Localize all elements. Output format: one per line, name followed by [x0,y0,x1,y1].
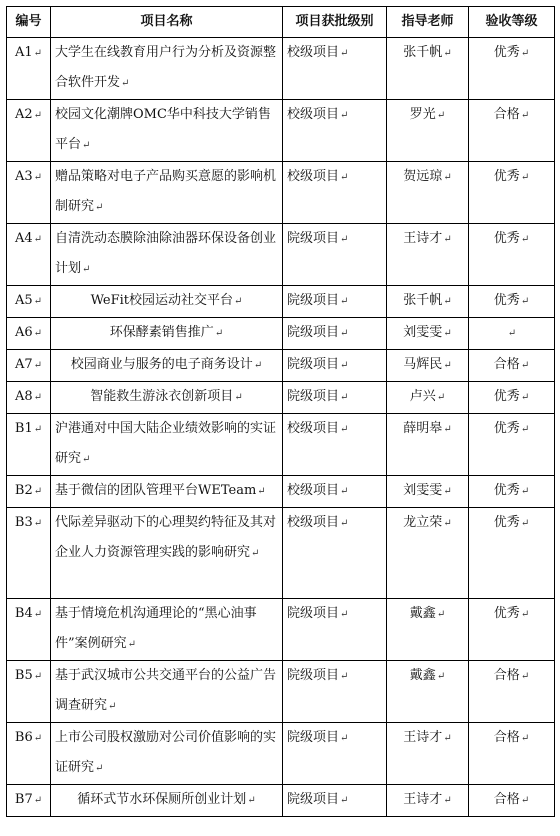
cell-id [7,100,51,162]
table-row [7,599,555,661]
cell-approval-level [283,661,387,723]
paragraph-mark-icon: ↵ [214,328,224,339]
paragraph-mark-icon: ↵ [340,518,349,529]
table-row [7,318,555,350]
cell-acceptance-result-text: 优秀 [493,483,520,498]
paragraph-mark-icon: ↵ [33,486,43,497]
cell-advisor-text: 戴鑫 [409,668,436,683]
paragraph-mark-icon: ↵ [95,763,104,774]
table-row [7,100,555,162]
header-result: 验收等级 [469,7,555,38]
paragraph-mark-icon: ↵ [82,454,91,465]
paragraph-mark-icon: ↵ [108,701,117,712]
cell-acceptance-result-text: 优秀 [493,515,520,530]
cell-approval-level-text: 院级项目 [287,792,340,807]
cell-advisor-text: 戴鑫 [409,606,436,621]
cell-project-name-text: 智能救生游泳衣创新项目 [90,389,234,404]
paragraph-mark-icon: ↵ [436,110,446,121]
cell-project-name [51,162,283,224]
cell-project-name-text: 循环式节水环保厕所创业计划 [77,792,247,807]
cell-approval-level-text: 院级项目 [287,231,340,246]
cell-project-name-text: 上市公司股权激励对公司价值影响的实证研究 [55,730,277,775]
cell-approval-level-text: 校级项目 [287,169,340,184]
cell-id-text: B1 [14,421,33,436]
cell-advisor-text: 王诗才 [403,792,443,807]
cell-approval-level [283,100,387,162]
header-advisor: 指导老师 [387,7,469,38]
paragraph-mark-icon: ↵ [340,486,349,497]
paragraph-mark-icon: ↵ [234,296,243,307]
paragraph-mark-icon: ↵ [443,234,452,245]
cell-id-text: B2 [14,483,33,498]
cell-acceptance-result [469,350,555,382]
cell-project-name-text: 代际差异驱动下的心理契约特征及其对企业人力资源管理实践的影响研究 [55,515,277,560]
cell-advisor-text: 卢兴 [409,389,436,404]
cell-project-name [51,785,283,817]
cell-acceptance-result [469,785,555,817]
cell-acceptance-result-text: 优秀 [493,45,520,60]
paragraph-mark-icon: ↵ [340,392,349,403]
paragraph-mark-icon: ↵ [520,392,530,403]
paragraph-mark-icon: ↵ [520,360,530,371]
cell-project-name [51,100,283,162]
cell-advisor [387,100,469,162]
header-name: 项目名称 [51,7,283,38]
paragraph-mark-icon: ↵ [443,296,452,307]
cell-id-text: B6 [14,730,33,745]
cell-approval-level-text: 校级项目 [287,483,340,498]
cell-approval-level [283,38,387,100]
project-table [6,6,555,817]
table-row [7,723,555,785]
cell-advisor [387,785,469,817]
cell-advisor [387,661,469,723]
paragraph-mark-icon: ↵ [33,518,43,529]
paragraph-mark-icon: ↵ [443,360,452,371]
cell-approval-level [283,508,387,599]
cell-id-text: A7 [14,357,33,372]
cell-project-name-text: 大学生在线教育用户行为分析及资源整合软件开发 [55,45,277,90]
paragraph-mark-icon: ↵ [340,110,349,121]
cell-id-text: B3 [14,515,33,530]
cell-project-name-text: 基于微信的团队管理平台WETeam [55,483,257,498]
paragraph-mark-icon: ↵ [443,795,452,806]
paragraph-mark-icon: ↵ [520,424,530,435]
paragraph-mark-icon: ↵ [520,48,530,59]
table-row [7,162,555,224]
paragraph-mark-icon: ↵ [520,110,530,121]
cell-approval-level-text: 院级项目 [287,293,340,308]
cell-approval-level [283,318,387,350]
paragraph-mark-icon: ↵ [247,795,256,806]
cell-project-name [51,382,283,414]
cell-advisor-text: 刘雯雯 [403,483,443,498]
cell-advisor [387,350,469,382]
cell-approval-level [283,350,387,382]
paragraph-mark-icon: ↵ [234,392,243,403]
paragraph-mark-icon: ↵ [95,202,104,213]
cell-advisor-text: 龙立荣 [403,515,443,530]
table-row [7,785,555,817]
cell-acceptance-result-text: 优秀 [493,231,520,246]
cell-approval-level [283,785,387,817]
cell-id [7,286,51,318]
cell-advisor [387,286,469,318]
paragraph-mark-icon: ↵ [520,234,530,245]
cell-advisor-text: 张千帆 [403,45,443,60]
paragraph-mark-icon: ↵ [520,486,530,497]
paragraph-mark-icon: ↵ [443,486,452,497]
header-row [7,7,555,38]
cell-approval-level [283,476,387,508]
cell-approval-level [283,224,387,286]
cell-id [7,38,51,100]
cell-project-name [51,476,283,508]
cell-approval-level [283,162,387,224]
paragraph-mark-icon: ↵ [127,639,137,650]
paragraph-mark-icon: ↵ [33,296,43,307]
paragraph-mark-icon: ↵ [436,609,446,620]
cell-id [7,599,51,661]
cell-advisor [387,162,469,224]
cell-id [7,661,51,723]
cell-acceptance-result [469,414,555,476]
cell-approval-level-text: 院级项目 [287,357,340,372]
paragraph-mark-icon: ↵ [443,424,452,435]
paragraph-mark-icon: ↵ [340,172,349,183]
cell-project-name [51,286,283,318]
cell-id [7,723,51,785]
cell-advisor [387,224,469,286]
cell-project-name-text: 自清洗动态膜除油除油器环保设备创业计划 [55,231,277,276]
cell-project-name-text: 基于情境危机沟通理论的“黑心油事件”案例研究 [55,606,257,651]
paragraph-mark-icon: ↵ [33,172,43,183]
cell-approval-level-text: 院级项目 [287,730,340,745]
cell-project-name-text: 赠品策略对电子产品购买意愿的影响机制研究 [55,169,277,214]
cell-approval-level-text: 院级项目 [287,668,340,683]
cell-id [7,224,51,286]
cell-project-name [51,599,283,661]
table-row [7,661,555,723]
paragraph-mark-icon: ↵ [520,296,530,307]
paragraph-mark-icon: ↵ [340,296,349,307]
cell-acceptance-result-text: 优秀 [493,389,520,404]
cell-project-name-text: 校园商业与服务的电子商务设计 [70,357,253,372]
cell-advisor-text: 王诗才 [403,730,443,745]
paragraph-mark-icon: ↵ [340,609,349,620]
cell-advisor-text: 张千帆 [403,293,443,308]
table-row [7,38,555,100]
paragraph-mark-icon: ↵ [340,671,349,682]
cell-acceptance-result-text: 优秀 [493,169,520,184]
paragraph-mark-icon: ↵ [340,234,349,245]
cell-id [7,508,51,599]
cell-acceptance-result-text: 优秀 [493,421,520,436]
paragraph-mark-icon: ↵ [33,360,43,371]
paragraph-mark-icon: ↵ [251,548,260,559]
cell-id-text: A8 [14,389,33,404]
table-row [7,286,555,318]
paragraph-mark-icon: ↵ [253,360,263,371]
cell-id-text: A3 [14,169,33,184]
cell-project-name-text: 基于武汉城市公共交通平台的公益广告调查研究 [55,668,277,713]
cell-id-text: A6 [14,325,33,340]
paragraph-mark-icon: ↵ [121,78,130,89]
table-row [7,382,555,414]
cell-acceptance-result [469,476,555,508]
cell-id [7,382,51,414]
paragraph-mark-icon: ↵ [33,795,43,806]
cell-acceptance-result-text: 合格 [493,792,520,807]
cell-advisor [387,38,469,100]
cell-approval-level-text: 院级项目 [287,606,340,621]
table-row [7,224,555,286]
cell-advisor-text: 罗光 [409,107,436,122]
table-row [7,508,555,599]
cell-id [7,785,51,817]
paragraph-mark-icon: ↵ [33,392,43,403]
table-header [7,7,555,38]
paragraph-mark-icon: ↵ [436,671,446,682]
cell-id [7,162,51,224]
cell-id [7,414,51,476]
cell-acceptance-result [469,723,555,785]
cell-approval-level-text: 院级项目 [287,389,340,404]
cell-project-name [51,38,283,100]
cell-advisor-text: 薛明皋 [403,421,443,436]
paragraph-mark-icon: ↵ [33,424,43,435]
cell-advisor [387,599,469,661]
cell-acceptance-result [469,318,555,350]
cell-id [7,318,51,350]
paragraph-mark-icon: ↵ [443,518,452,529]
cell-id [7,350,51,382]
cell-advisor-text: 王诗才 [403,231,443,246]
paragraph-mark-icon: ↵ [33,110,43,121]
cell-id-text: B7 [14,792,33,807]
cell-project-name-text: 环保酵素销售推广 [109,325,214,340]
paragraph-mark-icon: ↵ [443,48,452,59]
paragraph-mark-icon: ↵ [257,486,266,497]
paragraph-mark-icon: ↵ [436,392,446,403]
table-row [7,414,555,476]
cell-acceptance-result [469,224,555,286]
paragraph-mark-icon: ↵ [33,733,43,744]
cell-approval-level [283,286,387,318]
cell-acceptance-result-text: 合格 [493,730,520,745]
cell-acceptance-result-text: 合格 [493,357,520,372]
cell-id-text: A2 [14,107,33,122]
cell-approval-level [283,723,387,785]
paragraph-mark-icon: ↵ [443,172,452,183]
paragraph-mark-icon: ↵ [507,328,517,339]
cell-acceptance-result [469,382,555,414]
cell-acceptance-result-text: 优秀 [493,606,520,621]
cell-project-name-text: 校园文化潮牌OMC华中科技大学销售平台 [55,107,271,152]
cell-project-name [51,723,283,785]
paragraph-mark-icon: ↵ [520,518,530,529]
paragraph-mark-icon: ↵ [520,671,530,682]
paragraph-mark-icon: ↵ [443,733,452,744]
cell-acceptance-result [469,100,555,162]
cell-approval-level [283,382,387,414]
cell-approval-level-text: 校级项目 [287,515,340,530]
paragraph-mark-icon: ↵ [340,328,349,339]
paragraph-mark-icon: ↵ [340,733,349,744]
cell-acceptance-result [469,661,555,723]
cell-acceptance-result-text: 合格 [493,107,520,122]
cell-advisor [387,723,469,785]
cell-project-name [51,318,283,350]
cell-id-text: A4 [14,231,33,246]
cell-approval-level-text: 校级项目 [287,107,340,122]
cell-acceptance-result [469,286,555,318]
paragraph-mark-icon: ↵ [340,48,349,59]
paragraph-mark-icon: ↵ [443,328,452,339]
cell-advisor [387,508,469,599]
cell-project-name-text: WeFit校园运动社交平台 [90,293,233,308]
cell-acceptance-result-text: 优秀 [493,293,520,308]
cell-advisor-text: 贺远琼 [403,169,443,184]
header-level: 项目获批级别 [283,7,387,38]
cell-acceptance-result-text: 合格 [493,668,520,683]
paragraph-mark-icon: ↵ [340,360,349,371]
cell-id-text: B4 [14,606,33,621]
cell-id-text: A1 [14,45,33,60]
paragraph-mark-icon: ↵ [340,795,349,806]
cell-project-name [51,661,283,723]
cell-acceptance-result [469,508,555,599]
cell-id [7,476,51,508]
cell-id-text: A5 [14,293,33,308]
paragraph-mark-icon: ↵ [33,234,43,245]
paragraph-mark-icon: ↵ [33,609,43,620]
paragraph-mark-icon: ↵ [520,733,530,744]
paragraph-mark-icon: ↵ [82,140,91,151]
cell-project-name [51,350,283,382]
paragraph-mark-icon: ↵ [340,424,349,435]
cell-project-name [51,508,283,599]
cell-project-name [51,414,283,476]
paragraph-mark-icon: ↵ [33,48,43,59]
table-body [7,38,555,817]
cell-acceptance-result [469,38,555,100]
cell-project-name-text: 沪港通对中国大陆企业绩效影响的实证研究 [55,421,277,466]
paragraph-mark-icon: ↵ [82,264,91,275]
paragraph-mark-icon: ↵ [33,671,43,682]
cell-id-text: B5 [14,668,33,683]
table-row [7,350,555,382]
cell-approval-level-text: 校级项目 [287,45,340,60]
paragraph-mark-icon: ↵ [520,609,530,620]
cell-advisor [387,414,469,476]
cell-approval-level [283,599,387,661]
cell-acceptance-result [469,162,555,224]
paragraph-mark-icon: ↵ [33,328,43,339]
paragraph-mark-icon: ↵ [520,795,530,806]
cell-advisor [387,318,469,350]
cell-advisor-text: 刘雯雯 [403,325,443,340]
cell-project-name [51,224,283,286]
cell-approval-level-text: 院级项目 [287,325,340,340]
cell-approval-level [283,414,387,476]
cell-advisor-text: 马辉民 [403,357,443,372]
paragraph-mark-icon: ↵ [520,172,530,183]
cell-acceptance-result [469,599,555,661]
header-id: 编号 [7,7,51,38]
cell-advisor [387,476,469,508]
cell-advisor [387,382,469,414]
table-row [7,476,555,508]
cell-approval-level-text: 校级项目 [287,421,340,436]
